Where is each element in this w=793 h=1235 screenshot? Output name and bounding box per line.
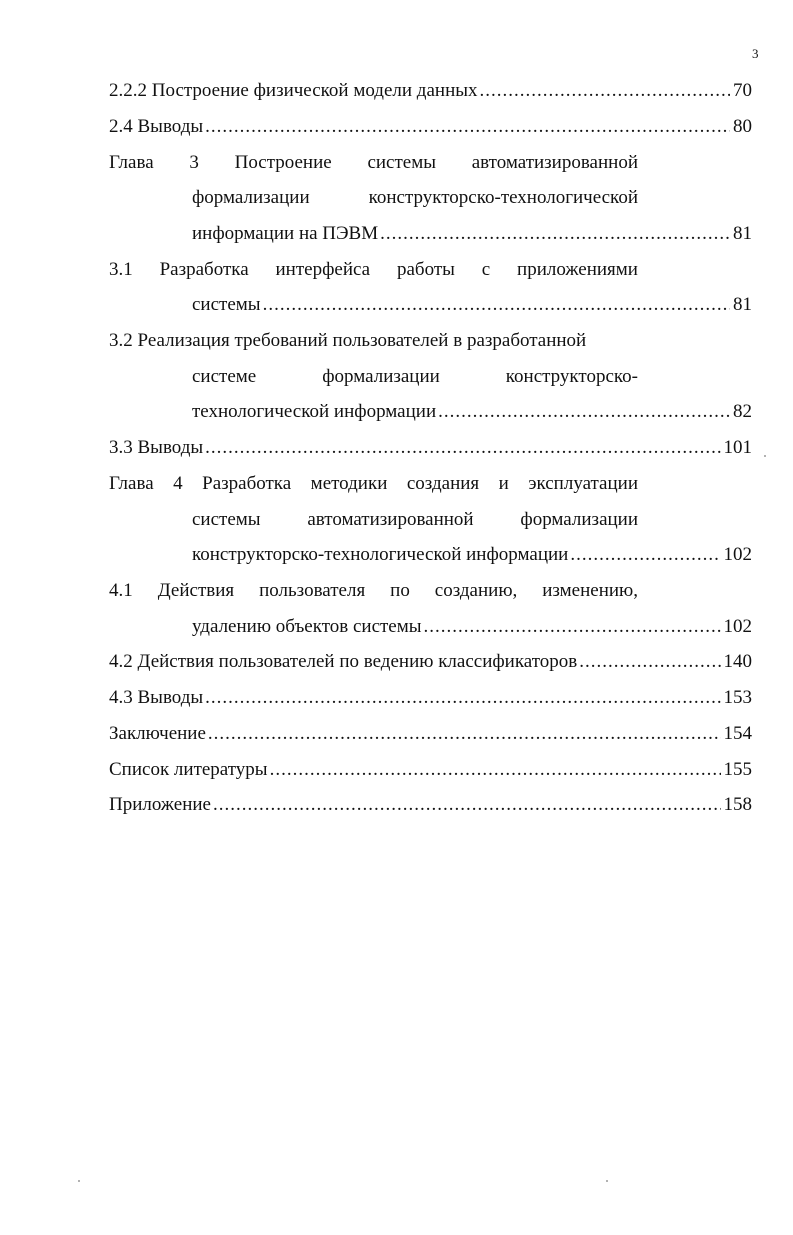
toc-word: Глава [109,473,154,494]
toc-word: с [481,259,491,280]
toc-entry-page: 154 [723,723,752,744]
dot-leader [579,649,720,675]
toc-entry-title: 3.3 Выводы [109,437,204,458]
toc-entry-page: 81 [733,223,752,244]
toc-word: эксплуатации [528,473,638,494]
toc-word: интерфейса [275,259,371,280]
toc-entry-title: 3.2 Реализация требований пользователей в разработанной [109,330,587,351]
dot-leader [380,221,730,247]
toc-entry-page: 102 [723,616,752,637]
dot-leader [205,435,720,461]
dot-leader [205,685,720,711]
toc-word: по [390,580,410,601]
toc-entry [192,614,752,640]
toc-word: Разработка [202,473,292,494]
toc-word: приложениями [517,259,638,280]
toc-word: Разработка [159,259,249,280]
toc-entry-title: информации на ПЭВМ [192,223,379,244]
toc-entry-line [192,507,638,533]
toc-entry [192,221,752,247]
toc-entry-page: 70 [733,80,752,101]
toc-entry-line [109,328,752,354]
toc-entry-line [109,257,638,283]
toc-word: автоматизированной [307,509,474,530]
dot-leader [205,114,730,140]
scan-speck [606,1180,608,1182]
toc-entry-title: удалению объектов системы [192,616,422,637]
dot-leader [438,399,730,425]
toc-word: методики [310,473,388,494]
toc-word: конструкторско-технологической [368,187,638,208]
toc-entry-page: 101 [723,437,752,458]
toc-entry [109,685,752,711]
toc-entry-line [192,185,638,211]
toc-entry [109,792,752,818]
toc-word: формализации [192,187,310,208]
toc-word: и [498,473,509,494]
scan-speck [78,1180,80,1182]
toc-entry-title: конструкторско-технологической информации [192,544,569,565]
toc-entry-title: Список литературы [109,759,268,780]
toc-word: системы [367,152,436,173]
toc-word: формализации [322,366,440,387]
toc-entry [109,649,752,675]
page-number: 3 [752,46,759,61]
toc-entry-title: 4.2 Действия пользователей по ведению классификаторов [109,651,578,672]
toc-word: 4.1 [109,580,133,601]
toc-word: Построение [234,152,332,173]
dot-leader [208,721,721,747]
dot-leader [213,792,721,818]
toc-entry [192,399,752,425]
scan-speck [764,455,766,457]
toc-entry-page: 153 [723,687,752,708]
toc-word: пользователя [259,580,366,601]
toc-word: конструкторско- [505,366,638,387]
toc-word: 3 [189,152,199,173]
toc-entry-title: 4.3 Выводы [109,687,204,708]
toc-word: изменению, [542,580,638,601]
toc-entry-page: 140 [723,651,752,672]
toc-entry [109,757,752,783]
toc-entry-title: 2.2.2 Построение физической модели данных [109,80,478,101]
toc-entry-page: 158 [723,794,752,815]
toc-entry [109,435,752,461]
toc-word: системе [192,366,257,387]
toc-entry [109,114,752,140]
toc-entry [109,78,752,104]
dot-leader [570,542,720,568]
toc-entry-title: технологической информации [192,401,437,422]
dot-leader [424,614,721,640]
toc-entry-page: 81 [733,294,752,315]
toc-word: работы [396,259,455,280]
toc-entry-title: системы [192,294,261,315]
toc-entry [192,292,752,318]
toc-word: автоматизированной [471,152,638,173]
toc-entry-title: Заключение [109,723,206,744]
toc-entry-line [109,578,638,604]
toc-word: 3.1 [109,259,133,280]
dot-leader [270,757,721,783]
toc-word: системы [192,509,261,530]
toc-entry-page: 102 [723,544,752,565]
toc-word: созданию, [434,580,518,601]
toc-entry-line [109,471,638,497]
toc-word: формализации [520,509,638,530]
toc-word: Действия [157,580,235,601]
toc-entry [192,542,752,568]
toc-entry [109,721,752,747]
toc-entry-page: 155 [723,759,752,780]
toc-word: 4 [173,473,183,494]
toc-entry-title: 2.4 Выводы [109,116,204,137]
toc-entry-title: Приложение [109,794,211,815]
toc-word: создания [406,473,480,494]
toc-word: Глава [109,152,154,173]
toc-entry-page: 82 [733,401,752,422]
toc-entry-line [192,364,638,390]
dot-leader [263,292,730,318]
toc-entry-line [109,150,638,176]
toc-entry-page: 80 [733,116,752,137]
dot-leader [480,78,730,104]
